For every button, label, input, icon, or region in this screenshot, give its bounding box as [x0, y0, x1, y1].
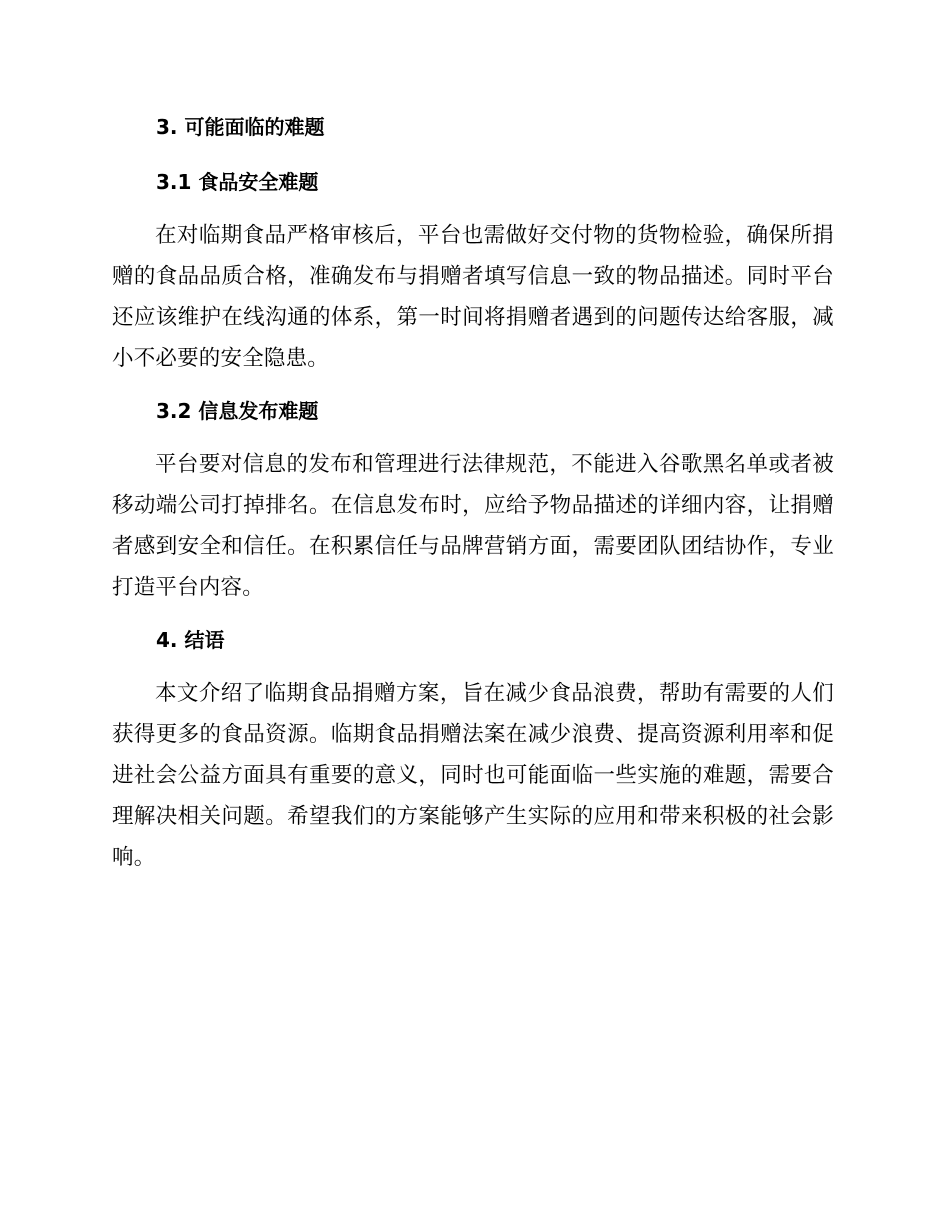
section-3-heading: 3. 可能面临的难题: [156, 115, 325, 139]
document-body: [112, 110, 834, 893]
section-3-1-paragraph: 在对临期食品严格审核后，平台也需做好交付物的货物检验，确保所捐赠的食品品质合格，准确发布与捐赠者填写信息一致的物品描述。同时平台还应该维护在线沟通的体系，第一时间将捐赠者遇到的问题传达给客服，减小不必要的安全隐患。: [112, 223, 834, 371]
section-3-1-heading: 3.1 食品安全难题: [156, 170, 319, 194]
section-3-2-heading: 3.2 信息发布难题: [156, 399, 319, 423]
section-3-2-paragraph: 平台要对信息的发布和管理进行法律规范，不能进入谷歌黑名单或者被移动端公司打掉排名。在信息发布时，应给予物品描述的详细内容，让捐赠者感到安全和信任。在积累信任与品牌营销方面，需要团队团结协作，专业打造平台内容。: [112, 452, 834, 600]
section-4-heading: 4. 结语: [156, 628, 225, 652]
section-4-paragraph: 本文介绍了临期食品捐赠方案，旨在减少食品浪费，帮助有需要的人们获得更多的食品资源。临期食品捐赠法案在减少浪费、提高资源利用率和促进社会公益方面具有重要的意义，同时也可能面临一些实施的难题，需要合理解决相关问题。希望我们的方案能够产生实际的应用和带来积极的社会影响。: [112, 681, 834, 870]
